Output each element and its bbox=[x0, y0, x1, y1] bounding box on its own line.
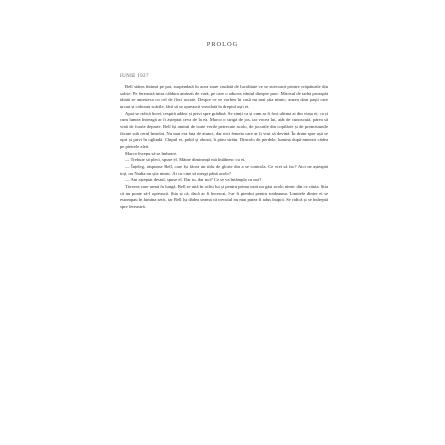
paragraph: Marco începu să se îmbrace. bbox=[125, 150, 178, 156]
paragraph: — Înțeleg, răspunse Bell, care își făcea un titlu de glorie din a se controla. Ce vrei să fac? Aici ne așteaptă toți, iar Nadia nu știe nimic. Ai cu cine să mergi până acolo? bbox=[120, 163, 328, 176]
paragraph: — Trebuie să pleci, spuse el. Mâine dimineață mă întâlnesc cu ei. bbox=[125, 157, 246, 163]
paragraph: — Am așteptat destul, spuse el. Dar tu, dar noi? Ce se va întâmpla cu noi? bbox=[125, 177, 262, 183]
paragraph: Apoi se ridică încet, respiră adânc și privi spre grădină. Se simți ca și cum ar fi fost ultima zi din viața ei, ca și cum lumea întreagă ar fi așteptat ceva de la ea. Marco o strigă de jos, iar vocea lui, atât de cunoscută, părea să vină de foarte departe. Bell își aminti de toate verile petrecute acolo, de jocurile din copilărie și de promisiunile făcute sub cerul înstelat. Nu mai era fata de atunci, dar nici femeia care ar fi vrut să devină. În drum spre ușă se opri și privi în oglindă. Chipul ei, palid și obosit, îi păru străin. Dincolo de perdele, lumina după-amiezii cădea pe pietrele aleii. bbox=[120, 110, 328, 149]
dateline: IUNIE 1927 bbox=[120, 74, 149, 79]
paragraph: Tăcerea care urmă fu lungă. Bell se uită în ochii lui și pentru prima oară nu găsi acolo nimic din ce căuta. Știa că nu poate să-l oprească. Știa și că, dacă ar fi încercat, l-ar fi pierdut pentru totdeauna. Limitele dintre ei se estompau în lumina serii, iar Bell își dădea seama că trecutul nu mai putea fi adus înapoi. Se ridică și se îndreptă spre fereastră. bbox=[120, 183, 328, 209]
paragraph: Bell stătea întinsă pe pat, suspendată în acea stare ciudată de luciditate ce se strecoară printre crăpăturile din salcie. Pe fereastră intra căldura amiezii de vară, pe care o aducea vântul dinspre parc. Mirosul de iarbă proaspăt tăiată se amesteca cu cel de flori uscate. Despre ce se vorbea în casă nu mai știa nimic; auzea doar pașii care urcau și coborau scările, fără să se oprească vreodată în dreptul ușii ei. bbox=[120, 84, 328, 109]
body-text bbox=[120, 84, 328, 210]
chapter-title: PROLOG bbox=[206, 41, 239, 48]
